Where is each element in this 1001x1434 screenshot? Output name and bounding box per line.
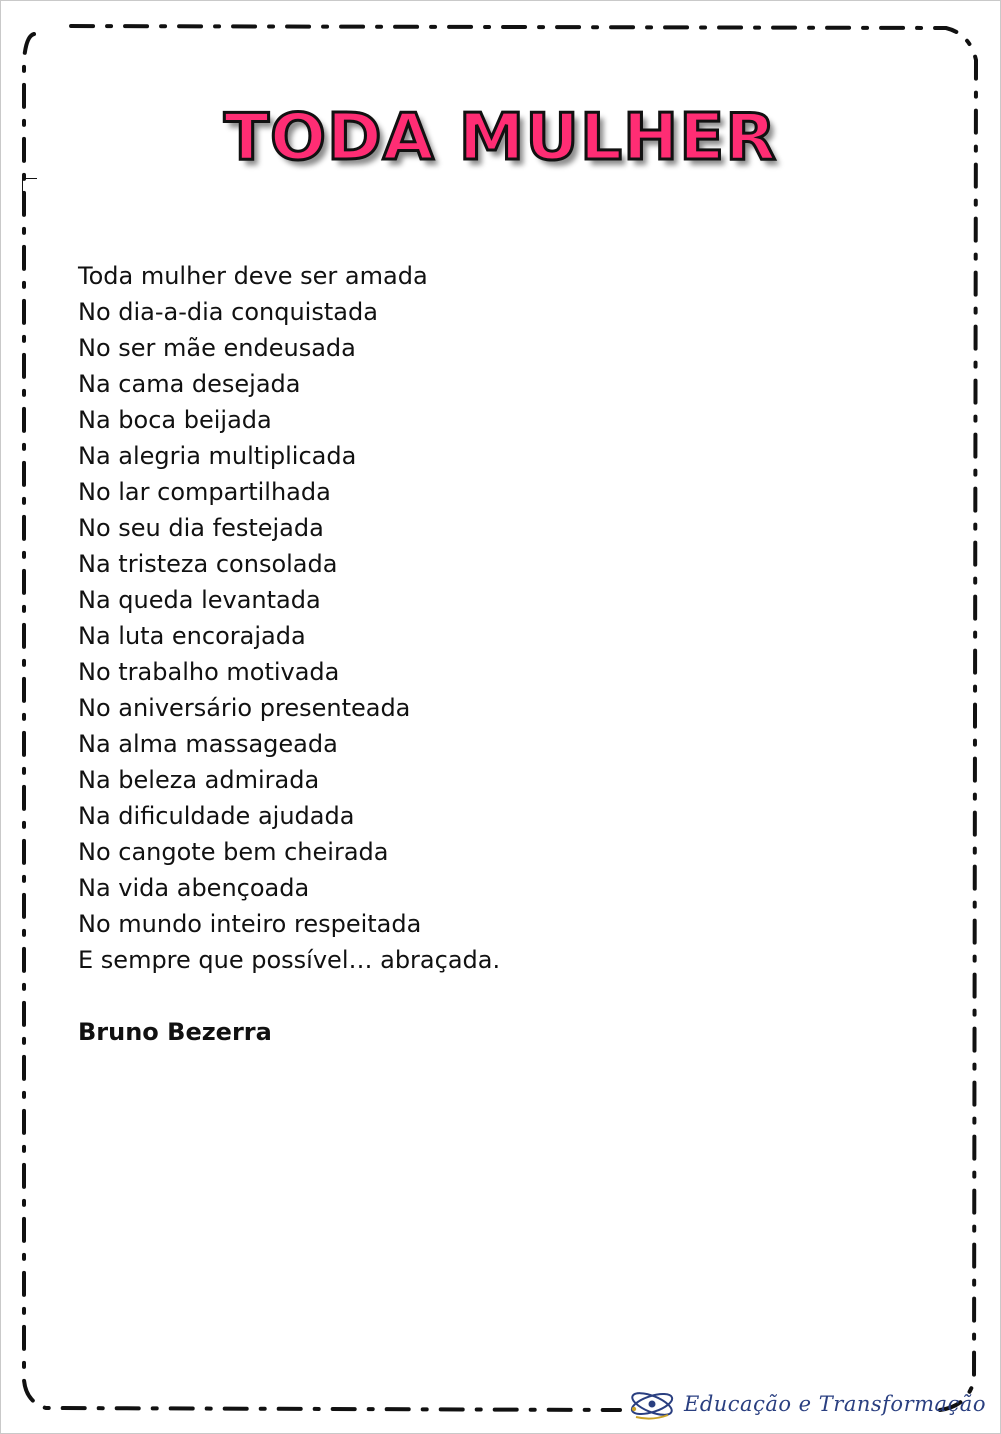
corner-crop-mark [22,178,37,209]
poem-line: Na tristeza consolada [78,550,338,578]
brand-footer [628,1384,986,1424]
page-title: TODA MULHER [223,101,778,175]
poem-line: Na alma massageada [78,730,338,758]
poem-line: No dia-a-dia conquistada [78,298,378,326]
poem-text [78,258,500,978]
poem-line: Na alegria multiplicada [78,442,357,470]
brand-name: Educação e Transformação [684,1392,986,1416]
poem-line: Toda mulher deve ser amada [78,262,428,290]
poem-line: No ser mãe endeusada [78,334,356,362]
poem-line: No mundo inteiro respeitada [78,910,422,938]
poem-line: Na beleza admirada [78,766,320,794]
poem-line: Na luta encorajada [78,622,306,650]
poem-line: No cangote bem cheirada [78,838,389,866]
poem-author: Bruno Bezerra [78,1018,272,1046]
poem-line: No lar compartilhada [78,478,331,506]
poem-line: No trabalho motivada [78,658,340,686]
poem-line: Na dificuldade ajudada [78,802,355,830]
poem-line: Na boca beijada [78,406,272,434]
poem-line: Na vida abençoada [78,874,310,902]
poem-line: Na queda levantada [78,586,321,614]
atom-orbit-icon [628,1387,676,1421]
poem-line: E sempre que possível… abraçada. [78,946,501,974]
poem-line: Na cama desejada [78,370,301,398]
poem-line: No seu dia festejada [78,514,324,542]
poem-line: No aniversário presenteada [78,694,411,722]
